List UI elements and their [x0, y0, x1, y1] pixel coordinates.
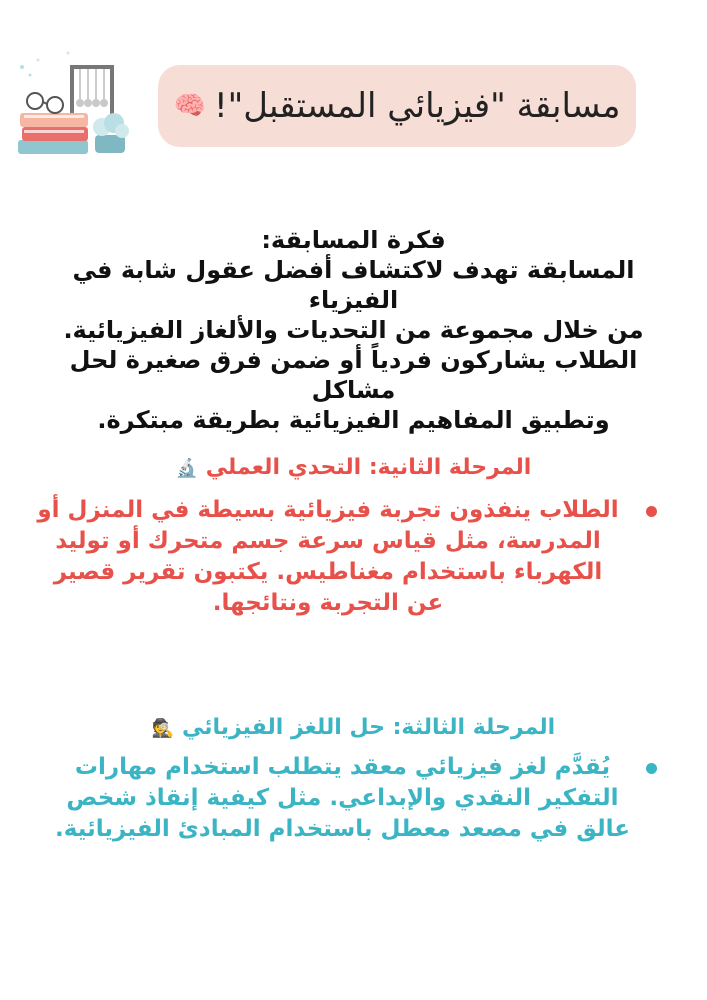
page-title: مسابقة "فيزيائي المستقبل"!: [213, 86, 621, 126]
brain-icon: 🧠: [173, 91, 206, 121]
stage3-title: [20, 715, 687, 740]
stage2-title: [20, 455, 687, 480]
intro-heading: فكرة المسابقة:: [261, 226, 446, 254]
intro-line: الطلاب يشاركون فردياً أو ضمن فرق صغيرة لحل مشاكل: [69, 346, 638, 404]
intro-line: المسابقة تهدف لاكتشاف أفضل عقول شابة في الفيزياء: [72, 256, 635, 314]
intro-line: من خلال مجموعة من التحديات والألغاز الفيزيائية.: [63, 316, 644, 344]
bullet-line: التفكير النقدي والإبداعي. مثل كيفية إنقاذ شخص: [66, 785, 619, 811]
stage2-title-text: المرحلة الثانية: التحدي العملي: [205, 455, 532, 480]
intro-section: [25, 225, 682, 435]
detective-icon: 🕵️: [151, 718, 175, 739]
books-illustration: [10, 45, 140, 165]
bullet-line: الكهرباء باستخدام مغناطيس. يكتبون تقرير قصير: [53, 559, 603, 585]
stage3-title-text: المرحلة الثالثة: حل اللغز الفيزيائي: [181, 715, 556, 740]
bullet-dot: [646, 506, 657, 517]
intro-line: وتطبيق المفاهيم الفيزيائية بطريقة مبتكرة.: [97, 406, 610, 434]
title-box: [158, 65, 636, 147]
stage2-bullet: [28, 495, 628, 619]
bullet-line: الطلاب ينفذون تجربة فيزيائية بسيطة في المنزل أو: [37, 497, 619, 523]
bullet-dot: [646, 763, 657, 774]
microscope-icon: 🔬: [175, 458, 199, 479]
bullet-line: عن التجربة ونتائجها.: [212, 590, 444, 616]
bullet-line: عالق في مصعد معطل باستخدام المبادئ الفيزيائية.: [55, 816, 630, 842]
bullet-line: المدرسة، مثل قياس سرعة جسم متحرك أو توليد: [55, 528, 601, 554]
stage3-bullet: [50, 752, 635, 845]
bullet-line: يُقدَّم لغز فيزيائي معقد يتطلب استخدام مهارات: [74, 754, 611, 780]
